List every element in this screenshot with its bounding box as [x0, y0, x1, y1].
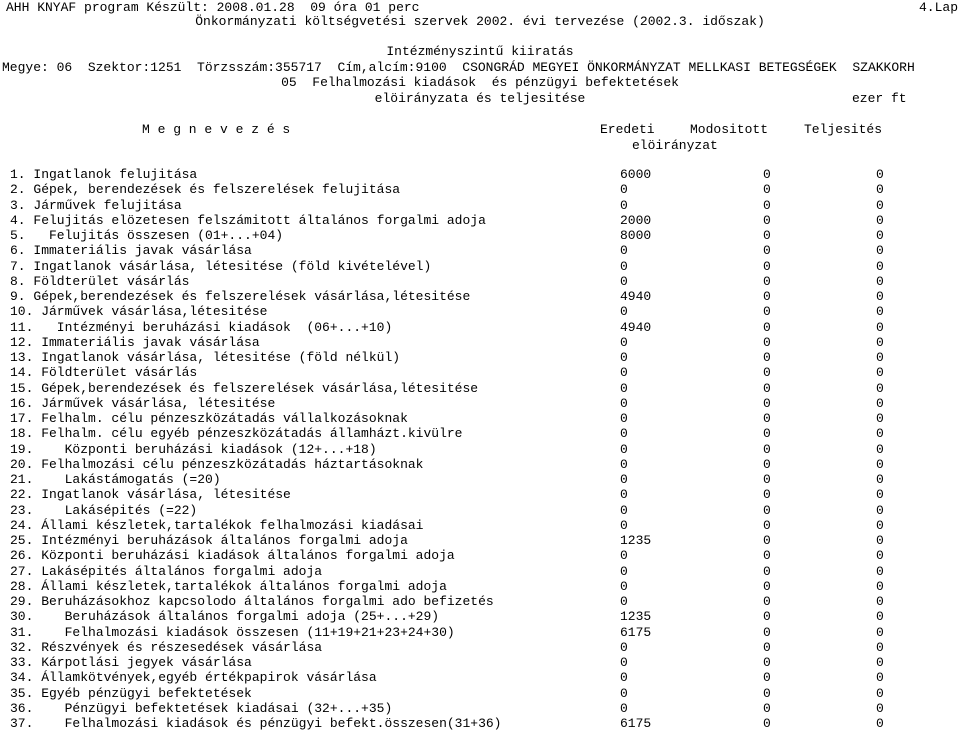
- row-original-value: 8000: [620, 228, 652, 243]
- table-row: [0, 564, 960, 579]
- row-label: 2. Gépek, berendezések és felszerelések felujitása: [10, 182, 401, 198]
- row-original-value: 0: [620, 426, 628, 442]
- row-modified-value: 0: [763, 380, 771, 396]
- row-modified-value: 0: [763, 395, 771, 411]
- table-row: [0, 213, 960, 228]
- row-label: 5. Felujitás összesen (01+...+04): [10, 228, 284, 243]
- row-modified-value: 0: [763, 655, 771, 670]
- row-label: 14. Földterület vásárlás: [10, 365, 198, 381]
- row-actual-value: 0: [876, 258, 884, 274]
- row-modified-value: 0: [763, 700, 771, 716]
- row-actual-value: 0: [876, 655, 884, 670]
- row-original-value: 0: [620, 304, 628, 320]
- row-modified-value: 0: [763, 243, 771, 259]
- row-label: 25. Intézményi beruházások általános forgalmi adoja: [10, 533, 408, 548]
- row-original-value: 0: [620, 655, 628, 670]
- row-original-value: 0: [620, 685, 628, 701]
- row-label: 3. Járművek felujitása: [10, 197, 182, 213]
- row-modified-value: 0: [763, 304, 771, 320]
- row-modified-value: 0: [763, 685, 771, 701]
- row-actual-value: 0: [876, 594, 884, 609]
- row-actual-value: 0: [876, 716, 884, 731]
- row-original-value: 2000: [620, 212, 652, 228]
- row-label: 17. Felhalm. célu pénzeszközátadás vállalkozásoknak: [10, 411, 408, 426]
- section-title: 05 Felhalmozási kiadások és pénzügyi befektetések: [281, 75, 679, 90]
- row-original-value: 0: [620, 563, 628, 579]
- unit-label: ezer ft: [852, 91, 907, 106]
- row-original-value: 0: [620, 700, 628, 716]
- row-original-value: 0: [620, 334, 628, 350]
- row-modified-value: 0: [763, 350, 771, 365]
- row-actual-value: 0: [876, 624, 884, 640]
- row-actual-value: 0: [876, 380, 884, 396]
- row-modified-value: 0: [763, 517, 771, 533]
- row-modified-value: 0: [763, 624, 771, 640]
- row-actual-value: 0: [876, 350, 884, 365]
- table-row: [0, 487, 960, 502]
- row-actual-value: 0: [876, 441, 884, 457]
- row-actual-value: 0: [876, 685, 884, 701]
- table-row: [0, 243, 960, 258]
- row-actual-value: 0: [876, 212, 884, 228]
- row-modified-value: 0: [763, 426, 771, 442]
- table-row: [0, 335, 960, 350]
- column-header-original-sub: elöirányzat: [632, 138, 718, 153]
- row-label: 36. Pénzügyi befektetések kiadásai (32+...+35): [10, 700, 393, 716]
- table-row: [0, 274, 960, 289]
- table-row: [0, 701, 960, 716]
- row-modified-value: 0: [763, 716, 771, 731]
- table-row: [0, 457, 960, 472]
- row-original-value: 0: [620, 365, 628, 381]
- row-label: 23. Lakásépités (=22): [10, 502, 198, 518]
- row-modified-value: 0: [763, 411, 771, 426]
- row-original-value: 0: [620, 472, 628, 487]
- row-actual-value: 0: [876, 670, 884, 686]
- row-modified-value: 0: [763, 258, 771, 274]
- page-number: 4.Lap: [918, 0, 958, 15]
- row-actual-value: 0: [876, 533, 884, 548]
- row-modified-value: 0: [763, 197, 771, 213]
- table-row: [0, 442, 960, 457]
- row-original-value: 0: [620, 243, 628, 259]
- row-actual-value: 0: [876, 487, 884, 503]
- column-header-actual: Teljesités: [804, 122, 883, 137]
- row-label: 29. Beruházásokhoz kapcsolodo általános forgalmi ado befizetés: [10, 594, 494, 609]
- row-modified-value: 0: [763, 334, 771, 350]
- table-row: [0, 259, 960, 274]
- row-modified-value: 0: [763, 441, 771, 457]
- row-original-value: 0: [620, 411, 628, 426]
- row-original-value: 1235: [620, 533, 652, 548]
- row-modified-value: 0: [763, 456, 771, 472]
- row-modified-value: 0: [763, 639, 771, 655]
- row-actual-value: 0: [876, 334, 884, 350]
- row-modified-value: 0: [763, 289, 771, 304]
- column-header-original: Eredeti: [600, 122, 655, 137]
- table-row: [0, 381, 960, 396]
- row-label: 22. Ingatlanok vásárlása, létesitése: [10, 487, 291, 503]
- row-modified-value: 0: [763, 273, 771, 289]
- row-actual-value: 0: [876, 197, 884, 213]
- row-label: 21. Lakástámogatás (=20): [10, 472, 221, 487]
- table-row: [0, 686, 960, 701]
- row-modified-value: 0: [763, 609, 771, 625]
- row-actual-value: 0: [876, 411, 884, 426]
- row-actual-value: 0: [876, 502, 884, 518]
- row-label: 4. Felujitás elözetesen felszámitott általános forgalmi adoja: [10, 212, 486, 228]
- row-original-value: 0: [620, 487, 628, 503]
- report-subtitle: Önkormányzati költségvetési szervek 2002. évi tervezése (2002.3. időszak): [195, 14, 765, 29]
- table-row: [0, 365, 960, 380]
- column-header-name: M e g n e v e z é s: [142, 122, 291, 137]
- row-original-value: 0: [620, 197, 628, 213]
- row-label: 27. Lakásépités általános forgalmi adoja: [10, 563, 323, 579]
- table-row: [0, 518, 960, 533]
- row-label: 6. Immateriális javak vásárlása: [10, 243, 252, 259]
- table-row: [0, 609, 960, 624]
- row-modified-value: 0: [763, 563, 771, 579]
- row-label: 16. Járművek vásárlása, létesitése: [10, 395, 276, 411]
- row-label: 15. Gépek,berendezések és felszerelések vásárlása,létesitése: [10, 380, 479, 396]
- row-original-value: 0: [620, 502, 628, 518]
- row-label: 1. Ingatlanok felujitása: [10, 167, 198, 182]
- row-original-value: 6000: [620, 167, 652, 182]
- line-items-table: [0, 167, 960, 731]
- row-original-value: 0: [620, 350, 628, 365]
- row-modified-value: 0: [763, 548, 771, 564]
- row-label: 9. Gépek,berendezések és felszerelések vásárlása,létesitése: [10, 289, 471, 304]
- row-original-value: 6175: [620, 624, 652, 640]
- table-row: [0, 472, 960, 487]
- row-actual-value: 0: [876, 395, 884, 411]
- table-row: [0, 579, 960, 594]
- column-header-modified: Modositott: [690, 122, 769, 137]
- table-row: [0, 503, 960, 518]
- row-modified-value: 0: [763, 487, 771, 503]
- table-row: [0, 182, 960, 197]
- row-modified-value: 0: [763, 365, 771, 381]
- row-original-value: 0: [620, 273, 628, 289]
- row-actual-value: 0: [876, 365, 884, 381]
- row-modified-value: 0: [763, 182, 771, 198]
- row-label: 8. Földterület vásárlás: [10, 273, 190, 289]
- row-label: 33. Kárpotlási jegyek vásárlása: [10, 655, 252, 670]
- row-original-value: 0: [620, 594, 628, 609]
- table-row: [0, 350, 960, 365]
- row-actual-value: 0: [876, 273, 884, 289]
- row-modified-value: 0: [763, 578, 771, 594]
- row-modified-value: 0: [763, 533, 771, 548]
- row-modified-value: 0: [763, 212, 771, 228]
- row-modified-value: 0: [763, 472, 771, 487]
- row-label: 19. Központi beruházási kiadások (12+...+18): [10, 441, 377, 457]
- table-row: [0, 640, 960, 655]
- row-label: 30. Beruházások általános forgalmi adoja (25+...+29): [10, 609, 440, 625]
- table-row: [0, 594, 960, 609]
- row-original-value: 0: [620, 380, 628, 396]
- institution-identity: Megye: 06 Szektor:1251 Törzsszám:355717 Cím,alcím:9100 CSONGRÁD MEGYEI ÖNKORMÁNYZAT MELLKASI BETEGSÉGEK SZAKKORH: [2, 60, 915, 75]
- row-original-value: 0: [620, 258, 628, 274]
- row-label: 18. Felhalm. célu egyéb pénzeszközátadás államházt.kivülre: [10, 426, 463, 442]
- table-row: [0, 167, 960, 182]
- row-actual-value: 0: [876, 228, 884, 243]
- table-row: [0, 670, 960, 685]
- row-original-value: 0: [620, 517, 628, 533]
- row-modified-value: 0: [763, 228, 771, 243]
- row-modified-value: 0: [763, 167, 771, 182]
- row-actual-value: 0: [876, 548, 884, 564]
- row-actual-value: 0: [876, 578, 884, 594]
- table-row: [0, 320, 960, 335]
- row-actual-value: 0: [876, 517, 884, 533]
- table-row: [0, 625, 960, 640]
- row-label: 35. Egyéb pénzügyi befektetések: [10, 685, 252, 701]
- row-actual-value: 0: [876, 182, 884, 198]
- row-modified-value: 0: [763, 670, 771, 686]
- row-original-value: 0: [620, 395, 628, 411]
- row-actual-value: 0: [876, 243, 884, 259]
- table-row: [0, 411, 960, 426]
- row-original-value: 0: [620, 639, 628, 655]
- row-label: 13. Ingatlanok vásárlása, létesitése (föld nélkül): [10, 350, 401, 365]
- row-modified-value: 0: [763, 594, 771, 609]
- row-original-value: 0: [620, 441, 628, 457]
- row-actual-value: 0: [876, 304, 884, 320]
- row-original-value: 0: [620, 182, 628, 198]
- row-original-value: 4940: [620, 289, 652, 304]
- row-original-value: 1235: [620, 609, 652, 625]
- row-modified-value: 0: [763, 319, 771, 335]
- row-label: 12. Immateriális javak vásárlása: [10, 334, 260, 350]
- table-row: [0, 289, 960, 304]
- program-line: AHH KNYAF program Készült: 2008.01.28 09 óra 01 perc: [6, 0, 420, 15]
- table-row: [0, 198, 960, 213]
- table-row: [0, 548, 960, 563]
- row-original-value: 0: [620, 456, 628, 472]
- row-original-value: 0: [620, 578, 628, 594]
- row-label: 32. Részvények és részesedések vásárlása: [10, 639, 323, 655]
- row-label: 10. Járművek vásárlása,létesitése: [10, 304, 268, 320]
- row-actual-value: 0: [876, 289, 884, 304]
- row-original-value: 0: [620, 670, 628, 686]
- row-actual-value: 0: [876, 472, 884, 487]
- table-row: [0, 533, 960, 548]
- section-subtitle: elöirányzata és teljesitése: [374, 91, 586, 106]
- row-original-value: 6175: [620, 716, 652, 731]
- table-row: [0, 228, 960, 243]
- row-label: 11. Intézményi beruházási kiadások (06+...+10): [10, 319, 393, 335]
- row-actual-value: 0: [876, 700, 884, 716]
- row-actual-value: 0: [876, 609, 884, 625]
- row-actual-value: 0: [876, 563, 884, 579]
- row-actual-value: 0: [876, 426, 884, 442]
- row-original-value: 0: [620, 548, 628, 564]
- row-label: 26. Központi beruházási kiadások általános forgalmi adoja: [10, 548, 455, 564]
- table-row: [0, 716, 960, 731]
- row-actual-value: 0: [876, 456, 884, 472]
- table-row: [0, 304, 960, 319]
- row-modified-value: 0: [763, 502, 771, 518]
- row-actual-value: 0: [876, 639, 884, 655]
- row-label: 37. Felhalmozási kiadások és pénzügyi befekt.összesen(31+36): [10, 716, 502, 731]
- row-label: 28. Állami készletek,tartalékok általános forgalmi adoja: [10, 578, 447, 594]
- row-actual-value: 0: [876, 319, 884, 335]
- table-row: [0, 655, 960, 670]
- row-original-value: 4940: [620, 319, 652, 335]
- row-label: 31. Felhalmozási kiadások összesen (11+19+21+23+24+30): [10, 624, 455, 640]
- table-row: [0, 426, 960, 441]
- table-row: [0, 396, 960, 411]
- row-label: 7. Ingatlanok vásárlása, létesitése (föld kivételével): [10, 258, 432, 274]
- row-actual-value: 0: [876, 167, 884, 182]
- row-label: 24. Állami készletek,tartalékok felhalmozási kiadásai: [10, 517, 424, 533]
- report-type: Intézményszintű kiiratás: [386, 44, 574, 59]
- row-label: 34. Államkötvények,egyéb értékpapirok vásárlása: [10, 670, 377, 686]
- row-label: 20. Felhalmozási célu pénzeszközátadás háztartásoknak: [10, 456, 424, 472]
